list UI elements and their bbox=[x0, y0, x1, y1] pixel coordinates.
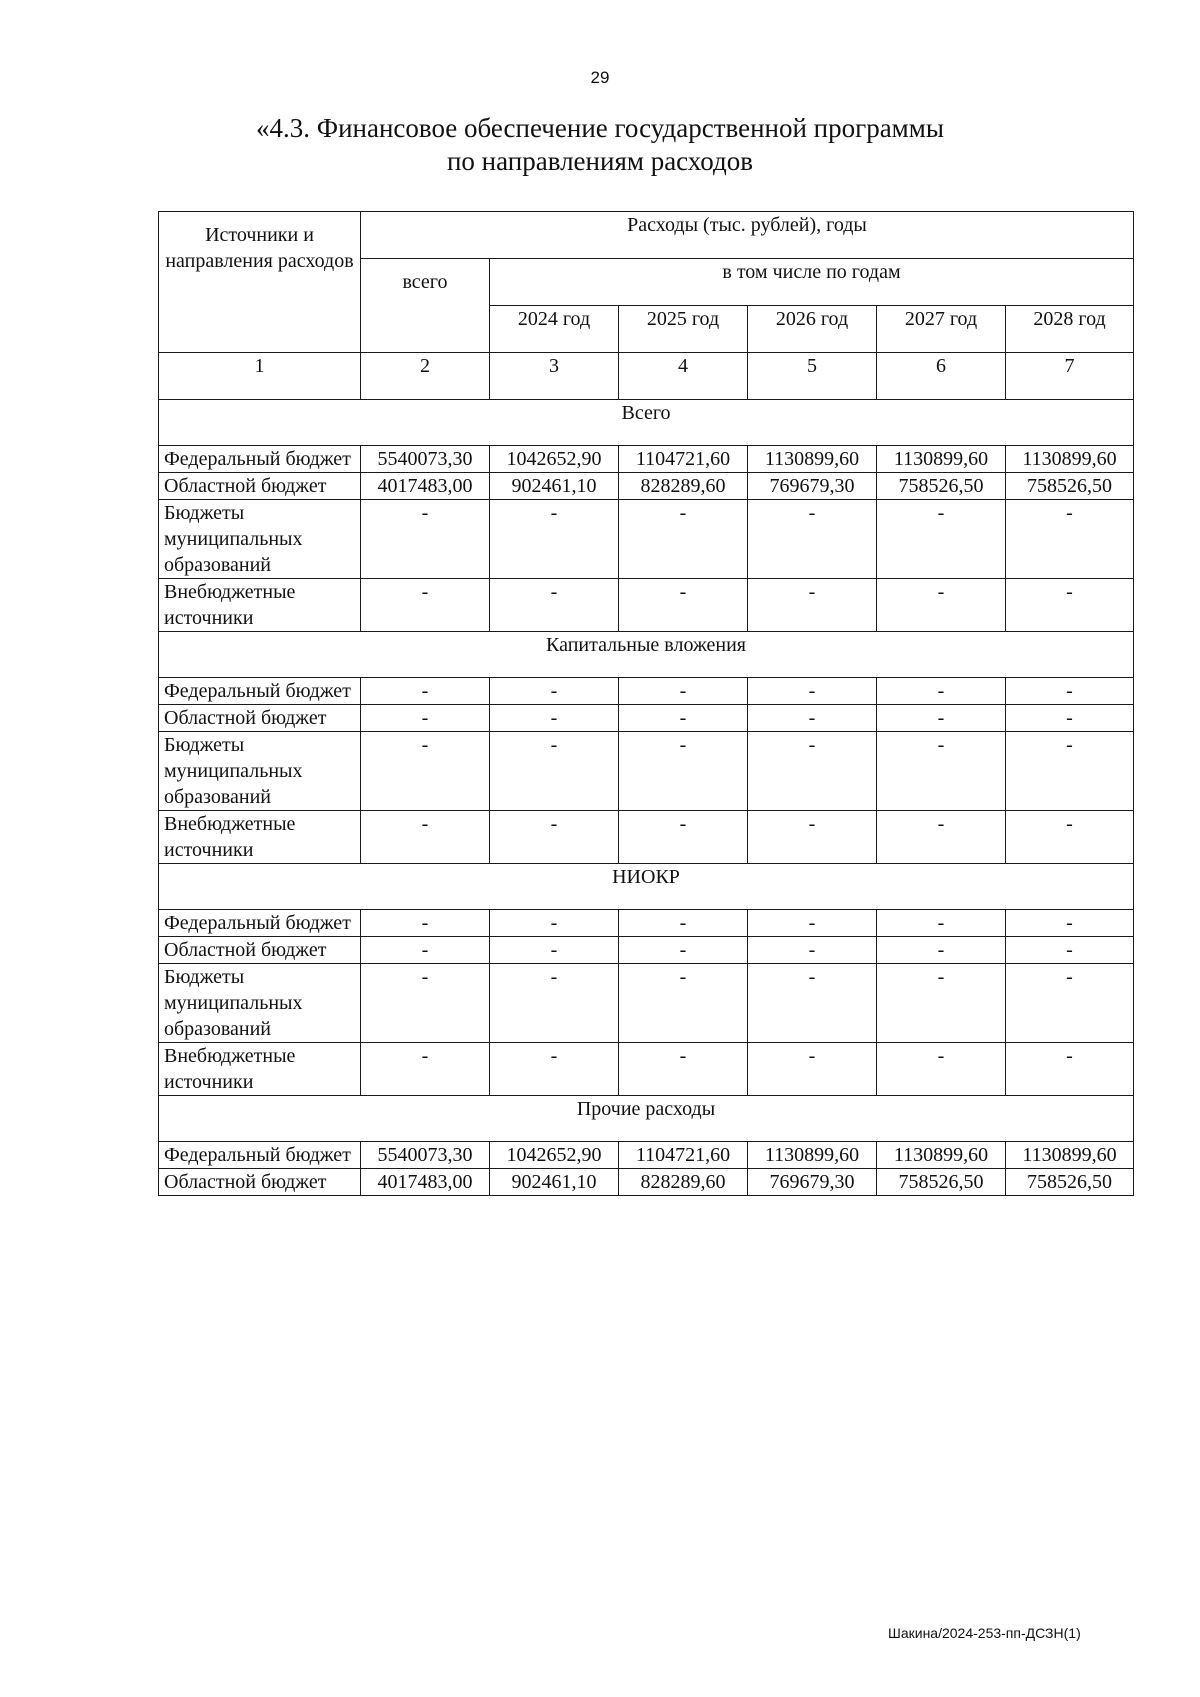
row-value: - bbox=[619, 964, 748, 1043]
row-value: - bbox=[1006, 500, 1134, 579]
table-row bbox=[159, 579, 1134, 632]
row-value: - bbox=[1006, 1043, 1134, 1096]
row-value: 5540073,30 bbox=[361, 446, 490, 473]
header-year-2028: 2028 год bbox=[1006, 306, 1134, 353]
row-value: - bbox=[877, 811, 1006, 864]
row-value: - bbox=[619, 732, 748, 811]
row-value: 1130899,60 bbox=[748, 446, 877, 473]
row-value: - bbox=[361, 964, 490, 1043]
section-title: НИОКР bbox=[159, 864, 1134, 910]
row-value: 758526,50 bbox=[1006, 1169, 1134, 1196]
header-year-2025: 2025 год bbox=[619, 306, 748, 353]
row-value: 769679,30 bbox=[748, 473, 877, 500]
row-value: - bbox=[490, 500, 619, 579]
row-label: Внебюджетные источники bbox=[159, 811, 361, 864]
table-row bbox=[159, 811, 1134, 864]
row-value: 758526,50 bbox=[877, 1169, 1006, 1196]
row-value: - bbox=[490, 964, 619, 1043]
table-row bbox=[159, 1043, 1134, 1096]
row-label: Внебюджетные источники bbox=[159, 1043, 361, 1096]
row-value: 1130899,60 bbox=[1006, 446, 1134, 473]
row-value: - bbox=[490, 811, 619, 864]
column-numbers-row bbox=[159, 353, 1134, 400]
row-value: - bbox=[748, 910, 877, 937]
row-value: - bbox=[748, 500, 877, 579]
row-value: - bbox=[1006, 678, 1134, 705]
row-value: - bbox=[877, 678, 1006, 705]
row-value: - bbox=[490, 937, 619, 964]
document-footer: Шакина/2024-253-пп-ДСЗН(1) bbox=[888, 1625, 1081, 1641]
row-value: - bbox=[490, 579, 619, 632]
header-total: всего bbox=[361, 259, 490, 353]
row-value: 1130899,60 bbox=[877, 446, 1006, 473]
row-value: 5540073,30 bbox=[361, 1142, 490, 1169]
column-number: 5 bbox=[748, 353, 877, 400]
row-value: - bbox=[361, 811, 490, 864]
table-row bbox=[159, 964, 1134, 1043]
table-row bbox=[159, 705, 1134, 732]
row-value: 1130899,60 bbox=[1006, 1142, 1134, 1169]
table-row bbox=[159, 937, 1134, 964]
row-value: - bbox=[877, 705, 1006, 732]
row-value: - bbox=[1006, 579, 1134, 632]
row-value: - bbox=[748, 1043, 877, 1096]
row-value: 902461,10 bbox=[490, 473, 619, 500]
row-value: - bbox=[619, 579, 748, 632]
column-number: 1 bbox=[159, 353, 361, 400]
row-label: Внебюджетные источники bbox=[159, 579, 361, 632]
row-value: - bbox=[619, 937, 748, 964]
row-value: - bbox=[877, 964, 1006, 1043]
row-value: 1104721,60 bbox=[619, 1142, 748, 1169]
row-value: - bbox=[877, 1043, 1006, 1096]
section-title: Прочие расходы bbox=[159, 1096, 1134, 1142]
row-value: - bbox=[490, 705, 619, 732]
row-label: Федеральный бюджет bbox=[159, 910, 361, 937]
row-value: 4017483,00 bbox=[361, 1169, 490, 1196]
row-label: Областной бюджет bbox=[159, 705, 361, 732]
row-value: - bbox=[490, 910, 619, 937]
row-value: - bbox=[1006, 811, 1134, 864]
table-row bbox=[159, 910, 1134, 937]
row-value: 1130899,60 bbox=[748, 1142, 877, 1169]
row-value: 1104721,60 bbox=[619, 446, 748, 473]
row-value: - bbox=[619, 500, 748, 579]
title-line-1: «4.3. Финансовое обеспечение государственной программы bbox=[256, 113, 944, 143]
table-row bbox=[159, 1142, 1134, 1169]
row-value: - bbox=[877, 910, 1006, 937]
column-number: 7 bbox=[1006, 353, 1134, 400]
row-value: - bbox=[748, 705, 877, 732]
table-row bbox=[159, 500, 1134, 579]
row-label: Областной бюджет bbox=[159, 1169, 361, 1196]
row-label: Областной бюджет bbox=[159, 937, 361, 964]
row-value: 1042652,90 bbox=[490, 446, 619, 473]
section-row bbox=[159, 1096, 1134, 1142]
section-row bbox=[159, 400, 1134, 446]
table-row bbox=[159, 732, 1134, 811]
table-row bbox=[159, 473, 1134, 500]
row-value: - bbox=[1006, 705, 1134, 732]
row-value: - bbox=[748, 937, 877, 964]
header-year-2024: 2024 год bbox=[490, 306, 619, 353]
row-value: - bbox=[361, 705, 490, 732]
row-value: - bbox=[877, 500, 1006, 579]
row-value: - bbox=[361, 678, 490, 705]
row-value: 1130899,60 bbox=[877, 1142, 1006, 1169]
row-value: 828289,60 bbox=[619, 1169, 748, 1196]
row-value: - bbox=[361, 732, 490, 811]
title-line-2: по направлениям расходов bbox=[446, 146, 753, 176]
row-value: - bbox=[877, 937, 1006, 964]
page-number: 29 bbox=[590, 68, 610, 87]
row-value: - bbox=[748, 811, 877, 864]
row-value: - bbox=[619, 705, 748, 732]
header-year-2027: 2027 год bbox=[877, 306, 1006, 353]
section-title: Всего bbox=[159, 400, 1134, 446]
row-label: Федеральный бюджет bbox=[159, 446, 361, 473]
row-value: - bbox=[490, 732, 619, 811]
section-row bbox=[159, 864, 1134, 910]
row-value: - bbox=[361, 937, 490, 964]
row-value: - bbox=[1006, 937, 1134, 964]
section-row bbox=[159, 632, 1134, 678]
table-row bbox=[159, 678, 1134, 705]
row-value: 758526,50 bbox=[877, 473, 1006, 500]
row-value: - bbox=[1006, 910, 1134, 937]
row-value: 769679,30 bbox=[748, 1169, 877, 1196]
header-expenses: Расходы (тыс. рублей), годы bbox=[361, 212, 1134, 259]
row-value: - bbox=[619, 678, 748, 705]
column-number: 6 bbox=[877, 353, 1006, 400]
header-year-2026: 2026 год bbox=[748, 306, 877, 353]
table-row bbox=[159, 446, 1134, 473]
row-value: 1042652,90 bbox=[490, 1142, 619, 1169]
section-title: Капитальные вложения bbox=[159, 632, 1134, 678]
document-title bbox=[0, 112, 1200, 178]
row-label: Бюджеты муниципальных образований bbox=[159, 964, 361, 1043]
row-value: 758526,50 bbox=[1006, 473, 1134, 500]
row-label: Областной бюджет bbox=[159, 473, 361, 500]
header-by-years: в том числе по годам bbox=[490, 259, 1134, 306]
row-value: - bbox=[748, 579, 877, 632]
column-number: 3 bbox=[490, 353, 619, 400]
row-value: - bbox=[361, 910, 490, 937]
financing-table bbox=[158, 211, 1134, 1196]
column-number: 4 bbox=[619, 353, 748, 400]
row-value: 902461,10 bbox=[490, 1169, 619, 1196]
row-value: - bbox=[748, 678, 877, 705]
row-label: Федеральный бюджет bbox=[159, 678, 361, 705]
row-value: - bbox=[361, 500, 490, 579]
row-label: Бюджеты муниципальных образований bbox=[159, 732, 361, 811]
header-sources: Источники и направления расходов bbox=[159, 212, 361, 353]
row-value: - bbox=[877, 579, 1006, 632]
row-value: - bbox=[490, 678, 619, 705]
row-value: - bbox=[490, 1043, 619, 1096]
row-value: - bbox=[361, 579, 490, 632]
row-label: Бюджеты муниципальных образований bbox=[159, 500, 361, 579]
table-row bbox=[159, 1169, 1134, 1196]
row-value: - bbox=[748, 964, 877, 1043]
row-value: - bbox=[361, 1043, 490, 1096]
row-value: 828289,60 bbox=[619, 473, 748, 500]
row-value: - bbox=[1006, 732, 1134, 811]
row-value: - bbox=[619, 1043, 748, 1096]
row-value: - bbox=[619, 910, 748, 937]
row-value: - bbox=[877, 732, 1006, 811]
row-value: - bbox=[748, 732, 877, 811]
column-number: 2 bbox=[361, 353, 490, 400]
row-value: 4017483,00 bbox=[361, 473, 490, 500]
row-value: - bbox=[619, 811, 748, 864]
row-value: - bbox=[1006, 964, 1134, 1043]
row-label: Федеральный бюджет bbox=[159, 1142, 361, 1169]
